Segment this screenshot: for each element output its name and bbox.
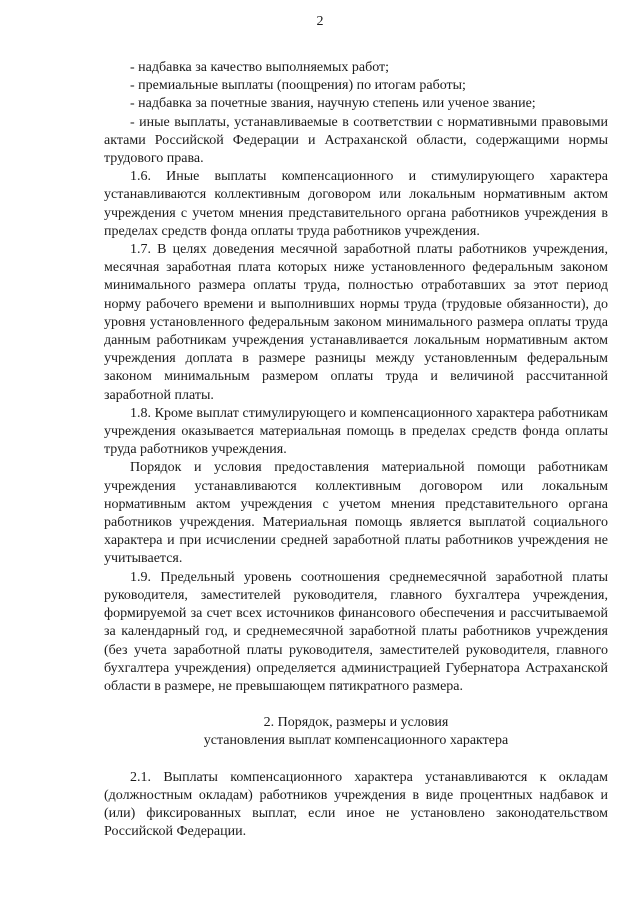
clause-1-8: 1.8. Кроме выплат стимулирующего и компенсационного характера работникам учреждения оказывается материальная помощь в пределах средств фонда оплаты труда работников учреждения.: [104, 405, 608, 458]
clause-1-6: 1.6. Иные выплаты компенсационного и стимулирующего характера устанавливаются коллективным договором или локальным нормативным актом учреждения с учетом мнения представительного органа работников учреждения в пределах средств фонда оплаты труда работников учреждения.: [104, 169, 608, 239]
section-2-heading: [104, 714, 608, 750]
page-number: 2: [316, 14, 324, 29]
clause-1-9: 1.9. Предельный уровень соотношения среднемесячной заработной платы руководителя, заместителей руководителя, главного бухгалтера учреждения, формируемой за счет всех источников финансового обеспечения и рассчитываемой за календарный год, и среднемесячной заработной платы работников учреждения (без учета заработной платы руководителя, заместителей руководителя, главного бухгалтера учреждения) определяется администрацией Губернатора Астраханской области в размере, не превышающем пятикратного размера.: [104, 569, 608, 694]
bullet-other-payments: - иные выплаты, устанавливаемые в соответствии с нормативными правовыми актами Российской Федерации и Астраханской области, содержащими нормы трудового права.: [104, 114, 608, 167]
bullet-honorary-titles: - надбавка за почетные звания, научную степень или ученое звание;: [130, 96, 536, 112]
document-body: [104, 59, 608, 841]
clause-1-7: 1.7. В целях доведения месячной заработной платы работников учреждения, месячная заработная плата которых ниже установленного федеральным законом минимального размера оплаты труда, полностью отработавших за этот период норму рабочего времени и выполнивших нормы труда (трудовые обязанности), до уровня установленного федеральным законом минимального размера оплаты труда данным работникам учреждения устанавливается локальным нормативным актом учреждения доплата в размере разницы между установленным федеральным законом минимальным размером оплаты труда и величиной рассчитанной заработной платы.: [104, 242, 608, 403]
section-2-heading-line1: 2. Порядок, размеры и условия: [263, 715, 449, 731]
material-aid-paragraph: Порядок и условия предоставления материальной помощи работникам учреждения устанавливаются коллективным договором или локальным нормативным актом учреждения с учетом мнения представительного органа работников учреждения. Материальная помощь является выплатой социального характера и при исчислении средней заработной платы работников учреждения не учитывается.: [104, 460, 608, 567]
bullet-premium-payments: - премиальные выплаты (поощрения) по итогам работы;: [130, 78, 466, 94]
section-2-heading-line2: установления выплат компенсационного характера: [203, 733, 509, 749]
bullet-quality-bonus: - надбавка за качество выполняемых работ;: [130, 60, 390, 75]
clause-2-1: 2.1. Выплаты компенсационного характера устанавливаются к окладам (должностным окладам) работников учреждения в виде процентных надбавок и (или) фиксированных выплат, если иное не установлено законодательством Российской Федерации.: [104, 769, 608, 840]
